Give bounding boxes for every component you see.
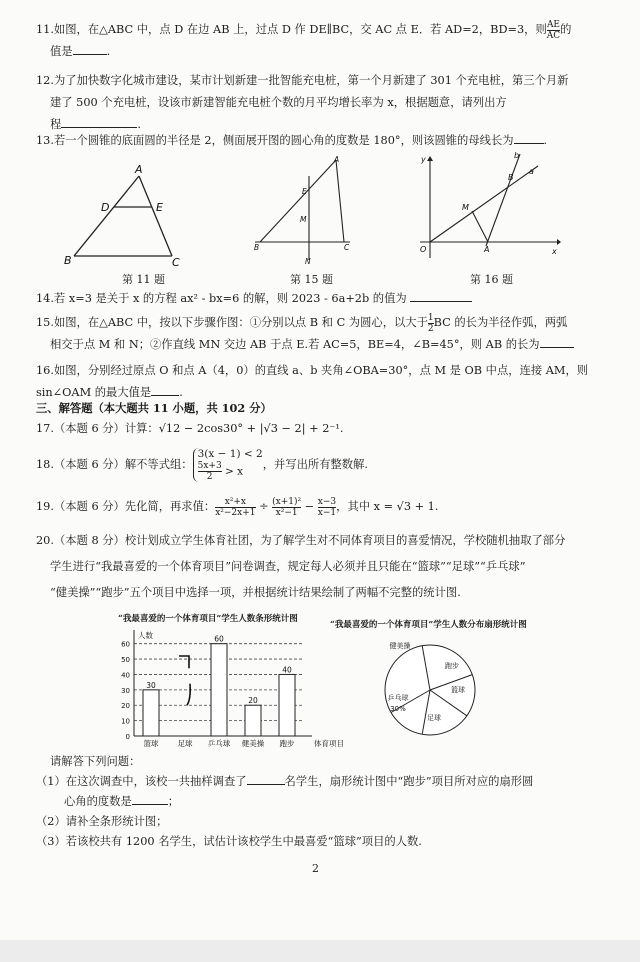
question-20-parts: 请解答下列问题： （1）在这次调查中，该校一共抽样调查了 名学生，扇形统计图中“跑步”项目所对应的扇形圆 心角的度数是 ； （2）请补全条形统计图； （3）若该校共有 1200 名学生，试估计该校学生中最喜爱“篮球”项目的人数. [36, 755, 534, 848]
label-B: B [64, 254, 72, 267]
answer-blank [247, 772, 285, 785]
caption-figure-15: 第 15 题 [290, 273, 333, 286]
question-16: 16.如图，分别经过原点 O 和点 A（4，0）的直线 a、b 夹角∠OBA=30°，点 M 是 OB 中点，连接 AM，则 sin∠OAM 的最大值是 . [36, 364, 589, 399]
label-D: D [101, 201, 110, 214]
y-tick-label: 10 [121, 717, 130, 726]
bar-健美操 [245, 705, 261, 736]
answer-blank [61, 115, 137, 128]
x-axis-label: 体育项目 [314, 739, 344, 748]
question-12: 12.为了加快数字化城市建设，某市计划新建一批智能充电桩，第一个月新建了 301 个充电桩，第三个月新 建了 500 个充电桩，设该市新建智能充电桩个数的月平均增长率为 x，根据题意，请列出方 程 . [36, 74, 569, 131]
pie-percent-label: 30% [390, 705, 406, 713]
x-tick-label: 篮球 [143, 739, 159, 748]
question-17: 17.（本题 6 分）计算：√12 − 2cos30° + |√3 − 2| + 2⁻¹. [36, 422, 344, 435]
inequality-system: 3(x − 1) < 2 $\frac{5x+3}{2}$ > x [193, 448, 263, 482]
label-x: x [552, 247, 557, 256]
x-tick-label: 跑步 [279, 739, 295, 748]
label-E: E [302, 187, 307, 196]
question-18: 18.（本题 6 分）解不等式组： 3(x − 1) < 2 $\frac{5x+3}{2}$ > x ，并写出所有整数解. [36, 448, 368, 482]
caption-figure-11: 第 11 题 [122, 273, 165, 286]
x-tick-label: 健美操 [241, 739, 265, 748]
label-N: N [305, 257, 311, 266]
label-C: C [344, 243, 350, 252]
figure-11-triangle [54, 160, 202, 270]
label-M: M [300, 215, 307, 224]
y-tick-label: 20 [121, 702, 130, 711]
question-20: 20.（本题 8 分）校计划成立学生体育社团，为了解学生对不同体育项目的喜爱情况，学校随机抽取了部分 学生进行“我最喜爱的一个体育项目”问卷调查，规定每人必须并且只能在“篮球”“足球”“乒乓球” “健美操”“跑步”五个项目中选择一项，并根据统计结果绘制了两幅不完整的统计图. [36, 534, 566, 599]
figure-16-coordinate [414, 150, 564, 265]
answer-blank [514, 131, 544, 144]
answer-blank [540, 335, 574, 348]
pie-label: 跑步 [445, 662, 459, 670]
bar-chart [104, 624, 350, 750]
caption-figure-16: 第 16 题 [470, 273, 513, 286]
fraction-ae-ac: $\frac{AE}{AC}$ [546, 19, 561, 41]
fraction-3: $\frac{x-3}{x-1}$ [317, 496, 337, 518]
bar-value-label: 60 [214, 634, 224, 644]
figure-15-triangle [250, 154, 360, 266]
question-19: 19.（本题 6 分）先化简，再求值： $\frac{\text{x²+x}}{\text{x²−2x+1}}$ ÷ $\frac{\text{(x+1)²}}{\text{x²−1}}$ − $\frac{x-3}{x-1}$ ，其中 x = √3 + 1. [36, 496, 439, 518]
y-tick-label: 60 [121, 640, 130, 649]
bar-chart-title: “我最喜爱的一个体育项目”学生人数条形统计图 [118, 614, 298, 624]
y-tick-label: 30 [121, 686, 130, 695]
label-A: A [135, 163, 143, 176]
pie-label: 乒乓球 [387, 694, 409, 702]
y-tick-label: 50 [121, 656, 130, 665]
y-tick-label: 40 [121, 671, 130, 680]
bar-value-label: 40 [282, 665, 292, 675]
bar-乒乓球 [211, 644, 227, 736]
label-C: C [172, 256, 180, 269]
question-15: 15.如图，在△ABC 中，按以下步骤作图：①分别以点 B 和 C 为圆心，以大于 $\frac{1}{2}$ BC 的长为半径作弧，两弧 相交于点 M 和 N；②作直线 MN 交边 AB 于点 E.若 AC=5，BE=4，∠B=45°，则 AB 的长为 [36, 312, 602, 356]
x-tick-label: 乒乓球 [207, 739, 231, 748]
label-B: B [254, 243, 260, 252]
answer-blank [151, 383, 179, 396]
fraction-2: $\frac{\text{(x+1)²}}{\text{x²−1}}$ [272, 496, 302, 518]
label-b: b [514, 151, 520, 160]
x-tick-label: 足球 [177, 739, 193, 748]
label-y: y [421, 155, 426, 164]
pie-chart [370, 640, 490, 740]
pie-label: 足球 [427, 714, 441, 722]
y-axis-label: 人数 [138, 631, 153, 640]
bar-篮球 [143, 690, 159, 736]
bar-value-label: 20 [248, 696, 258, 706]
pencil-mark [179, 656, 190, 705]
fraction-one-half: $\frac{1}{2}$ [427, 312, 434, 334]
pie-label: 篮球 [451, 686, 465, 694]
section-3-heading: 三、解答题（本大题共 11 小题，共 102 分） [36, 401, 272, 415]
y-tick-label: 0 [125, 733, 130, 741]
label-a: a [529, 167, 534, 176]
label-O: O [420, 245, 427, 254]
answer-blank [410, 289, 472, 302]
label-A: A [334, 155, 340, 164]
pie-chart-title: “我最喜爱的一个体育项目”学生人数分布扇形统计图 [330, 620, 527, 630]
bar-value-label: 30 [146, 680, 156, 690]
pie-label: 健美操 [389, 642, 411, 650]
label-B: B [508, 173, 514, 182]
answer-blank [132, 792, 168, 805]
label-M: M [462, 203, 469, 212]
question-14: 14.若 x=3 是关于 x 的方程 ax² - bx=6 的解，则 2023 - 6a+2b 的值为 [36, 288, 602, 310]
page-number: 2 [312, 862, 319, 875]
label-E: E [156, 201, 163, 214]
question-11: 11.如图，在△ABC 中，点 D 在边 AB 上，过点 D 作 DE∥BC，交 AC 点 E．若 AD=2，BD=3，则 $\frac{AE}{AC}$ 的 值是 . [36, 19, 572, 58]
fraction-1: $\frac{\text{x²+x}}{\text{x²−2x+1}}$ [215, 496, 256, 518]
label-A: A [484, 245, 490, 254]
bar-跑步 [279, 674, 295, 736]
answer-blank [73, 42, 107, 55]
question-13: 13.若一个圆锥的底面圆的半径是 2，侧面展开图的圆心角的度数是 180°，则该圆锥的母线长为 . [36, 130, 602, 152]
